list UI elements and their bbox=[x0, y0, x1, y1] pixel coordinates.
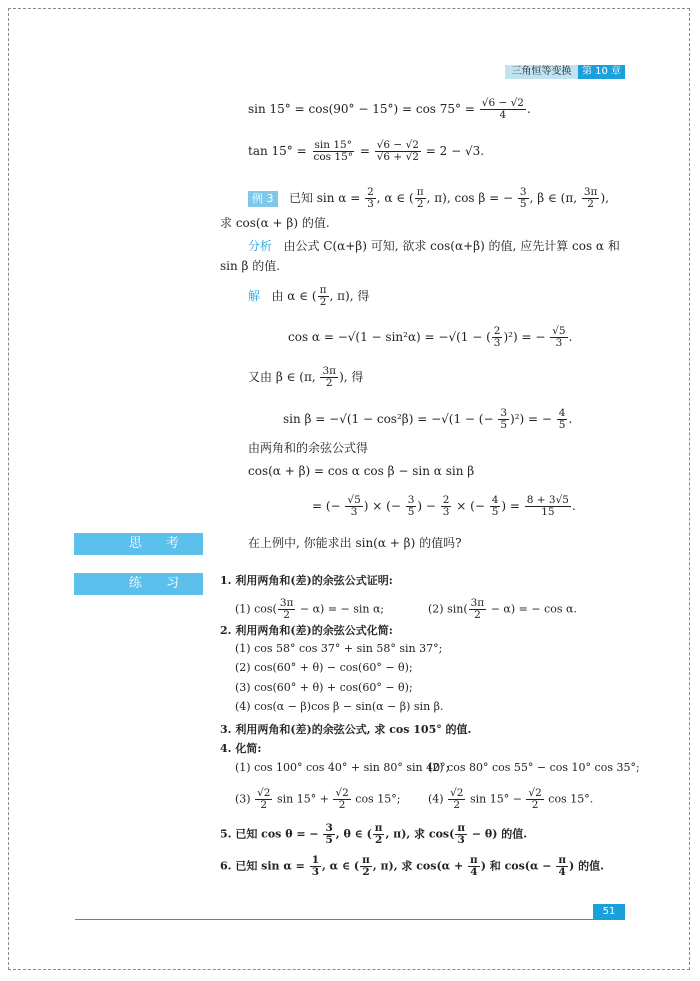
solution-tag: 解 bbox=[248, 289, 261, 303]
footer-rule bbox=[75, 919, 625, 920]
fraction: $\frac{√2}{2}$ bbox=[335, 787, 349, 811]
fraction: $\frac{√2}{2}$ bbox=[528, 787, 542, 811]
fraction: $\frac{\pi}{2}$ bbox=[374, 822, 383, 846]
fraction: $\frac{\pi}{4}$ bbox=[470, 854, 478, 878]
example-text-2: 求 cos(α + β) 的值. bbox=[220, 216, 330, 230]
question-2: 2. 利用两角和(差)的余弦公式化简: bbox=[220, 624, 393, 637]
chapter-title: 三角恒等变换 bbox=[505, 65, 578, 79]
fraction: $\frac{3\pi}{2}$ bbox=[279, 597, 294, 621]
question-2-2: (2) cos(60° + θ) − cos(60° − θ); bbox=[235, 661, 413, 674]
fraction: $\frac{4}{5}$ bbox=[558, 407, 566, 431]
question-3: 3. 利用两角和(差)的余弦公式, 求 cos 105° 的值. bbox=[220, 723, 472, 736]
fraction: $\frac{√5}{3}$ bbox=[552, 325, 566, 349]
question-4-3: (3) $\frac{√2}{2}$ sin 15° + $\frac{√2}{2}$ cos 15°; bbox=[235, 787, 401, 811]
fraction: $\frac{3}{5}$ bbox=[325, 822, 333, 846]
example-text: 已知 sin α = $\frac{2}{3}$ , α ∈ ( $\frac{\pi}{2}$ , π), cos β = − $\frac{3}{5}$ , β ∈ (π, $\frac{3\pi}{2}$ ), bbox=[288, 186, 609, 210]
fraction: $\frac{\pi}{2}$ bbox=[416, 186, 424, 210]
formula-tan15: tan 15° = $\frac{\sin 15^\circ}{\cos 15^\circ}$ = $\frac{√6 - √2}{√6 + √2}$ = 2 − √3. bbox=[248, 139, 485, 163]
formula-cos-sum-2: = (− $\frac{√5}{3}$ ) × (− $\frac{3}{5}$ ) − $\frac{2}{3}$ × (− $\frac{4}{5}$ ) = $\frac{8 + 3√5}{15}$ . bbox=[312, 494, 576, 518]
fraction: $\frac{\pi}{3}$ bbox=[457, 822, 466, 846]
question-4-1: (1) cos 100° cos 40° + sin 80° sin 40°; bbox=[235, 761, 450, 774]
solution bbox=[248, 285, 369, 308]
fraction: $\frac{√6 - √2}{√6 + √2}$ bbox=[376, 139, 419, 163]
question-4-4: (4) $\frac{√2}{2}$ sin 15° − $\frac{√2}{2}$ cos 15°. bbox=[428, 787, 594, 811]
question-4-2: (2) cos 80° cos 55° − cos 10° cos 35°; bbox=[428, 761, 640, 774]
fraction: $\frac{2}{3}$ bbox=[442, 494, 450, 518]
question-6: 6. 已知 sin α = $\frac{1}{3}$ , α ∈ ( $\frac{\pi}{2}$ , π), 求 cos(α + $\frac{\pi}{4}$ ) 和 cos(α − $\frac{\pi}{4}$ ) 的值. bbox=[220, 854, 604, 878]
question-2-4: (4) cos(α − β)cos β − sin(α − β) sin β. bbox=[235, 700, 444, 713]
page-number: 51 bbox=[593, 904, 625, 919]
fraction: $\frac{\pi}{4}$ bbox=[558, 854, 567, 878]
formula-cos-sum: cos(α + β) = cos α cos β − sin α sin β bbox=[248, 464, 475, 478]
think-text: 在上例中, 你能求出 sin(α + β) 的值吗? bbox=[248, 536, 462, 550]
formula-cos-alpha: cos α = −√(1 − sin²α) = −√(1 − ( $\frac{2}{3}$ )²) = − $\frac{√5}{3}$ . bbox=[288, 325, 573, 349]
question-4: 4. 化简: bbox=[220, 742, 262, 755]
question-1: 1. 利用两角和(差)的余弦公式证明: bbox=[220, 574, 393, 587]
fraction: $\frac{\pi}{2}$ bbox=[319, 284, 327, 308]
solution-text: 由 α ∈ ( $\frac{\pi}{2}$ , π), 得 bbox=[271, 284, 370, 308]
question-5: 5. 已知 cos θ = − $\frac{3}{5}$ , θ ∈ ( $\frac{\pi}{2}$ , π), 求 cos( $\frac{\pi}{3}$ − θ) 的值. bbox=[220, 822, 528, 846]
fraction: $\frac{√2}{2}$ bbox=[257, 787, 271, 811]
think-label: 思 考 bbox=[74, 533, 203, 555]
again-text: 又由 β ∈ (π, $\frac{3\pi}{2}$ ), 得 bbox=[248, 365, 364, 389]
fraction: $\frac{3\pi}{2}$ bbox=[583, 186, 598, 210]
chapter-label: 第 10 章 bbox=[578, 65, 625, 79]
fraction: $\frac{√5}{3}$ bbox=[347, 494, 361, 518]
fraction: $\frac{3}{5}$ bbox=[519, 186, 527, 210]
fraction: $\frac{3}{5}$ bbox=[500, 407, 508, 431]
fraction: $\frac{2}{3}$ bbox=[367, 186, 374, 210]
analysis-text: 由公式 C(α+β) 可知, 欲求 cos(α+β) 的值, 应先计算 cos α 和 bbox=[283, 239, 620, 253]
analysis-tag: 分析 bbox=[248, 239, 273, 253]
fraction: $\frac{3\pi}{2}$ bbox=[470, 597, 485, 621]
fraction: $\frac{8 + 3√5}{15}$ bbox=[526, 494, 569, 518]
formula-sin-beta: sin β = −√(1 − cos²β) = −√(1 − (− $\frac{3}{5}$ )²) = − $\frac{4}{5}$ . bbox=[283, 407, 573, 431]
by-formula-text: 由两角和的余弦公式得 bbox=[248, 441, 369, 455]
fraction: $\frac{√6 - √2}{4}$ bbox=[481, 97, 524, 121]
question-2-3: (3) cos(60° + θ) + cos(60° − θ); bbox=[235, 681, 413, 694]
fraction: $\frac{√2}{2}$ bbox=[450, 787, 464, 811]
fraction: $\frac{3}{5}$ bbox=[407, 494, 415, 518]
example-tag: 例 3 bbox=[248, 191, 278, 207]
practice-label: 练 习 bbox=[74, 573, 203, 595]
fraction: $\frac{\sin 15^\circ}{\cos 15^\circ}$ bbox=[313, 139, 354, 163]
fraction: $\frac{1}{3}$ bbox=[311, 854, 319, 878]
question-1-2: (2) sin( $\frac{3\pi}{2}$ − α) = − cos α. bbox=[428, 597, 577, 621]
analysis bbox=[248, 238, 620, 254]
analysis-text-2: sin β 的值. bbox=[220, 259, 281, 273]
question-2-1: (1) cos 58° cos 37° + sin 58° sin 37°; bbox=[235, 642, 443, 655]
fraction: $\frac{3\pi}{2}$ bbox=[322, 365, 337, 389]
formula-sin15: sin 15° = cos(90° − 15°) = cos 75° = $\frac{√6 - √2}{4}$ . bbox=[248, 97, 531, 121]
fraction: $\frac{4}{5}$ bbox=[491, 494, 499, 518]
example-3 bbox=[248, 187, 609, 210]
question-1-1: (1) cos( $\frac{3\pi}{2}$ − α) = − sin α; bbox=[235, 597, 385, 621]
fraction: $\frac{2}{3}$ bbox=[493, 325, 501, 349]
fraction: $\frac{\pi}{2}$ bbox=[362, 854, 370, 878]
